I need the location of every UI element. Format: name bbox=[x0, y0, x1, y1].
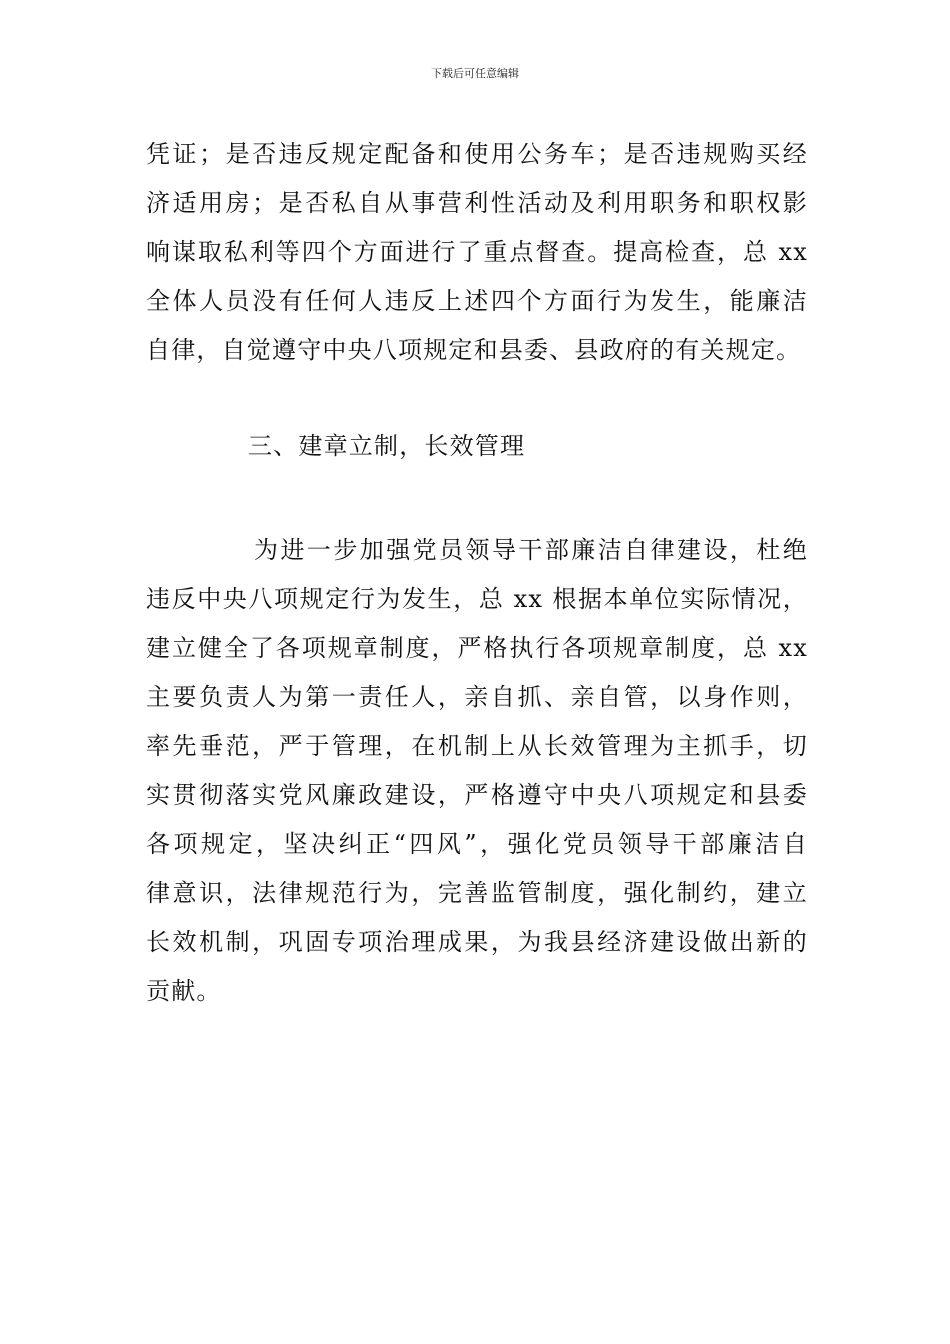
paragraph-2-line: 实贯彻落实党风廉政建设，严格遵守中央八项规定和县委 bbox=[146, 781, 808, 809]
section-heading: 三、建章立制，长效管理 bbox=[248, 432, 526, 460]
paragraph-1-line: 全体人员没有任何人违反上述四个方面行为发生，能廉洁 bbox=[146, 287, 808, 315]
paragraph-1-line: 凭证；是否违反规定配备和使用公务车；是否违规购买经 bbox=[146, 140, 808, 168]
page-header: 下载后可任意编辑 bbox=[431, 67, 519, 80]
paragraph-2-line: 率先垂范，严于管理，在机制上从长效管理为主抓手，切 bbox=[146, 732, 808, 760]
paragraph-2-line: 律意识，法律规范行为，完善监管制度，强化制约，建立 bbox=[146, 879, 808, 907]
paragraph-1-line: 自律，自觉遵守中央八项规定和县委、县政府的有关规定。 bbox=[146, 336, 802, 364]
paragraph-2-line: 违反中央八项规定行为发生，总 xx 根据本单位实际情况， bbox=[146, 585, 808, 613]
paragraph-2-line: 贡献。 bbox=[146, 977, 222, 1005]
paragraph-2-line: 长效机制，巩固专项治理成果，为我县经济建设做出新的 bbox=[146, 928, 808, 956]
paragraph-2 bbox=[146, 526, 808, 1016]
paragraph-2-line: 各项规定，坚决纠正“四风”，强化党员领导干部廉洁自 bbox=[146, 830, 808, 858]
paragraph-2-line: 建立健全了各项规章制度，严格执行各项规章制度，总 xx bbox=[146, 634, 808, 662]
paragraph-2-line: 主要负责人为第一责任人，亲自抓、亲自管，以身作则， bbox=[146, 683, 808, 711]
paragraph-1-line: 响谋取私利等四个方面进行了重点督查。提高检查，总 xx bbox=[146, 238, 808, 266]
paragraph-1-line: 济适用房；是否私自从事营利性活动及利用职务和职权影 bbox=[146, 189, 808, 217]
paragraph-2-line: 为进一步加强党员领导干部廉洁自律建设，杜绝 bbox=[254, 536, 808, 564]
paragraph-1 bbox=[146, 130, 808, 375]
